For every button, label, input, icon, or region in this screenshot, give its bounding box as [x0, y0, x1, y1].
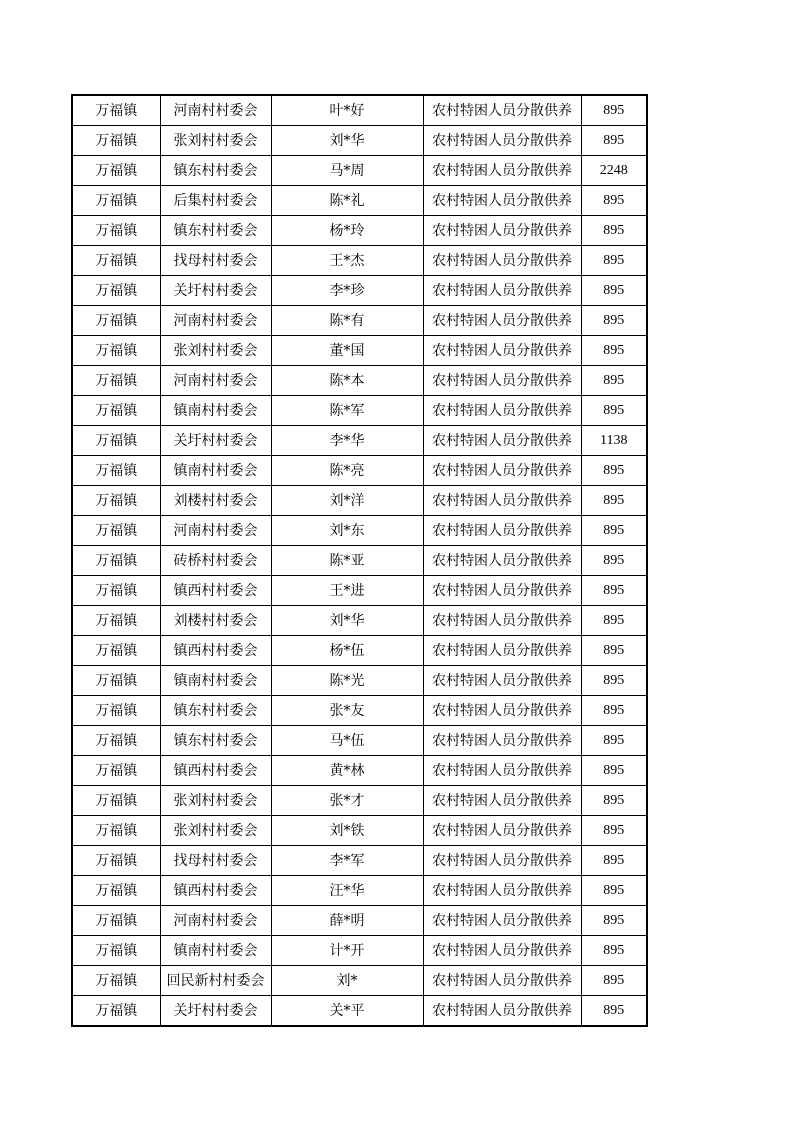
amount-cell: 895 [581, 846, 647, 876]
village-cell: 关圩村村委会 [160, 996, 271, 1027]
name-cell: 李*华 [271, 426, 423, 456]
town-cell: 万福镇 [72, 186, 160, 216]
amount-cell: 895 [581, 486, 647, 516]
category-cell: 农村特困人员分散供养 [423, 306, 581, 336]
amount-cell: 1138 [581, 426, 647, 456]
name-cell: 陈*礼 [271, 186, 423, 216]
name-cell: 刘*洋 [271, 486, 423, 516]
village-cell: 镇西村村委会 [160, 876, 271, 906]
town-cell: 万福镇 [72, 906, 160, 936]
town-cell: 万福镇 [72, 366, 160, 396]
table-row [72, 636, 647, 666]
village-cell: 找母村村委会 [160, 246, 271, 276]
town-cell: 万福镇 [72, 426, 160, 456]
name-cell: 汪*华 [271, 876, 423, 906]
amount-cell: 895 [581, 876, 647, 906]
amount-cell: 895 [581, 126, 647, 156]
town-cell: 万福镇 [72, 636, 160, 666]
name-cell: 计*开 [271, 936, 423, 966]
category-cell: 农村特困人员分散供养 [423, 876, 581, 906]
table-row [72, 816, 647, 846]
amount-cell: 895 [581, 726, 647, 756]
town-cell: 万福镇 [72, 576, 160, 606]
town-cell: 万福镇 [72, 216, 160, 246]
town-cell: 万福镇 [72, 696, 160, 726]
amount-cell: 895 [581, 546, 647, 576]
amount-cell: 895 [581, 276, 647, 306]
category-cell: 农村特困人员分散供养 [423, 756, 581, 786]
town-cell: 万福镇 [72, 876, 160, 906]
table-row [72, 996, 647, 1027]
table-row [72, 216, 647, 246]
amount-cell: 895 [581, 966, 647, 996]
amount-cell: 895 [581, 216, 647, 246]
village-cell: 河南村村委会 [160, 906, 271, 936]
village-cell: 镇西村村委会 [160, 576, 271, 606]
table-row [72, 546, 647, 576]
category-cell: 农村特困人员分散供养 [423, 336, 581, 366]
town-cell: 万福镇 [72, 846, 160, 876]
amount-cell: 895 [581, 906, 647, 936]
name-cell: 黄*林 [271, 756, 423, 786]
category-cell: 农村特困人员分散供养 [423, 936, 581, 966]
name-cell: 陈*本 [271, 366, 423, 396]
amount-cell: 2248 [581, 156, 647, 186]
town-cell: 万福镇 [72, 336, 160, 366]
amount-cell: 895 [581, 786, 647, 816]
amount-cell: 895 [581, 996, 647, 1027]
town-cell: 万福镇 [72, 456, 160, 486]
town-cell: 万福镇 [72, 486, 160, 516]
table-row [72, 576, 647, 606]
table-row [72, 366, 647, 396]
category-cell: 农村特困人员分散供养 [423, 786, 581, 816]
village-cell: 镇西村村委会 [160, 756, 271, 786]
town-cell: 万福镇 [72, 966, 160, 996]
name-cell: 薛*明 [271, 906, 423, 936]
amount-cell: 895 [581, 516, 647, 546]
town-cell: 万福镇 [72, 786, 160, 816]
name-cell: 陈*军 [271, 396, 423, 426]
table-row [72, 486, 647, 516]
category-cell: 农村特困人员分散供养 [423, 156, 581, 186]
table-row [72, 456, 647, 486]
category-cell: 农村特困人员分散供养 [423, 186, 581, 216]
table-row [72, 276, 647, 306]
table-row [72, 426, 647, 456]
town-cell: 万福镇 [72, 126, 160, 156]
village-cell: 镇南村村委会 [160, 666, 271, 696]
table-row [72, 786, 647, 816]
category-cell: 农村特困人员分散供养 [423, 816, 581, 846]
amount-cell: 895 [581, 606, 647, 636]
town-cell: 万福镇 [72, 606, 160, 636]
name-cell: 张*友 [271, 696, 423, 726]
category-cell: 农村特困人员分散供养 [423, 95, 581, 126]
village-cell: 河南村村委会 [160, 366, 271, 396]
town-cell: 万福镇 [72, 756, 160, 786]
village-cell: 镇东村村委会 [160, 216, 271, 246]
table-row [72, 95, 647, 126]
name-cell: 马*伍 [271, 726, 423, 756]
village-cell: 镇东村村委会 [160, 696, 271, 726]
name-cell: 刘* [271, 966, 423, 996]
town-cell: 万福镇 [72, 95, 160, 126]
category-cell: 农村特困人员分散供养 [423, 246, 581, 276]
name-cell: 陈*光 [271, 666, 423, 696]
roster-table [71, 94, 648, 1027]
table-row [72, 726, 647, 756]
table-row [72, 846, 647, 876]
name-cell: 杨*伍 [271, 636, 423, 666]
name-cell: 刘*东 [271, 516, 423, 546]
village-cell: 刘楼村村委会 [160, 486, 271, 516]
amount-cell: 895 [581, 95, 647, 126]
village-cell: 找母村村委会 [160, 846, 271, 876]
village-cell: 镇南村村委会 [160, 396, 271, 426]
table-row [72, 696, 647, 726]
name-cell: 关*平 [271, 996, 423, 1027]
table-row [72, 936, 647, 966]
table-row [72, 126, 647, 156]
category-cell: 农村特困人员分散供养 [423, 366, 581, 396]
amount-cell: 895 [581, 936, 647, 966]
village-cell: 镇西村村委会 [160, 636, 271, 666]
town-cell: 万福镇 [72, 516, 160, 546]
village-cell: 回民新村村委会 [160, 966, 271, 996]
name-cell: 陈*亮 [271, 456, 423, 486]
category-cell: 农村特困人员分散供养 [423, 276, 581, 306]
category-cell: 农村特困人员分散供养 [423, 546, 581, 576]
village-cell: 关圩村村委会 [160, 426, 271, 456]
table-row [72, 666, 647, 696]
village-cell: 张刘村村委会 [160, 816, 271, 846]
category-cell: 农村特困人员分散供养 [423, 606, 581, 636]
category-cell: 农村特困人员分散供养 [423, 396, 581, 426]
amount-cell: 895 [581, 816, 647, 846]
amount-cell: 895 [581, 696, 647, 726]
village-cell: 河南村村委会 [160, 95, 271, 126]
category-cell: 农村特困人员分散供养 [423, 576, 581, 606]
village-cell: 河南村村委会 [160, 306, 271, 336]
village-cell: 后集村村委会 [160, 186, 271, 216]
town-cell: 万福镇 [72, 276, 160, 306]
amount-cell: 895 [581, 396, 647, 426]
table-row [72, 156, 647, 186]
village-cell: 镇南村村委会 [160, 456, 271, 486]
table-row [72, 516, 647, 546]
village-cell: 关圩村村委会 [160, 276, 271, 306]
town-cell: 万福镇 [72, 156, 160, 186]
name-cell: 王*杰 [271, 246, 423, 276]
town-cell: 万福镇 [72, 546, 160, 576]
town-cell: 万福镇 [72, 996, 160, 1027]
table-row [72, 876, 647, 906]
table-row [72, 756, 647, 786]
village-cell: 砖桥村村委会 [160, 546, 271, 576]
village-cell: 镇东村村委会 [160, 156, 271, 186]
name-cell: 陈*亚 [271, 546, 423, 576]
category-cell: 农村特困人员分散供养 [423, 726, 581, 756]
town-cell: 万福镇 [72, 396, 160, 426]
village-cell: 张刘村村委会 [160, 336, 271, 366]
category-cell: 农村特困人员分散供养 [423, 966, 581, 996]
category-cell: 农村特困人员分散供养 [423, 456, 581, 486]
village-cell: 刘楼村村委会 [160, 606, 271, 636]
table-row [72, 336, 647, 366]
category-cell: 农村特困人员分散供养 [423, 666, 581, 696]
amount-cell: 895 [581, 366, 647, 396]
name-cell: 刘*华 [271, 126, 423, 156]
table-row [72, 186, 647, 216]
town-cell: 万福镇 [72, 816, 160, 846]
name-cell: 叶*好 [271, 95, 423, 126]
amount-cell: 895 [581, 306, 647, 336]
category-cell: 农村特困人员分散供养 [423, 216, 581, 246]
amount-cell: 895 [581, 336, 647, 366]
category-cell: 农村特困人员分散供养 [423, 696, 581, 726]
town-cell: 万福镇 [72, 246, 160, 276]
amount-cell: 895 [581, 456, 647, 486]
village-cell: 镇南村村委会 [160, 936, 271, 966]
table-row [72, 396, 647, 426]
town-cell: 万福镇 [72, 936, 160, 966]
amount-cell: 895 [581, 576, 647, 606]
amount-cell: 895 [581, 756, 647, 786]
name-cell: 董*国 [271, 336, 423, 366]
category-cell: 农村特困人员分散供养 [423, 126, 581, 156]
roster-body [72, 95, 647, 1026]
name-cell: 王*进 [271, 576, 423, 606]
category-cell: 农村特困人员分散供养 [423, 846, 581, 876]
amount-cell: 895 [581, 636, 647, 666]
amount-cell: 895 [581, 246, 647, 276]
category-cell: 农村特困人员分散供养 [423, 906, 581, 936]
town-cell: 万福镇 [72, 666, 160, 696]
amount-cell: 895 [581, 186, 647, 216]
village-cell: 镇东村村委会 [160, 726, 271, 756]
category-cell: 农村特困人员分散供养 [423, 486, 581, 516]
name-cell: 张*才 [271, 786, 423, 816]
category-cell: 农村特困人员分散供养 [423, 516, 581, 546]
category-cell: 农村特困人员分散供养 [423, 426, 581, 456]
name-cell: 马*周 [271, 156, 423, 186]
name-cell: 刘*华 [271, 606, 423, 636]
name-cell: 陈*有 [271, 306, 423, 336]
village-cell: 河南村村委会 [160, 516, 271, 546]
amount-cell: 895 [581, 666, 647, 696]
table-row [72, 906, 647, 936]
category-cell: 农村特困人员分散供养 [423, 636, 581, 666]
table-row [72, 246, 647, 276]
village-cell: 张刘村村委会 [160, 126, 271, 156]
village-cell: 张刘村村委会 [160, 786, 271, 816]
table-row [72, 966, 647, 996]
table-row [72, 606, 647, 636]
name-cell: 李*军 [271, 846, 423, 876]
category-cell: 农村特困人员分散供养 [423, 996, 581, 1027]
table-row [72, 306, 647, 336]
town-cell: 万福镇 [72, 306, 160, 336]
town-cell: 万福镇 [72, 726, 160, 756]
name-cell: 杨*玲 [271, 216, 423, 246]
name-cell: 刘*铁 [271, 816, 423, 846]
name-cell: 李*珍 [271, 276, 423, 306]
